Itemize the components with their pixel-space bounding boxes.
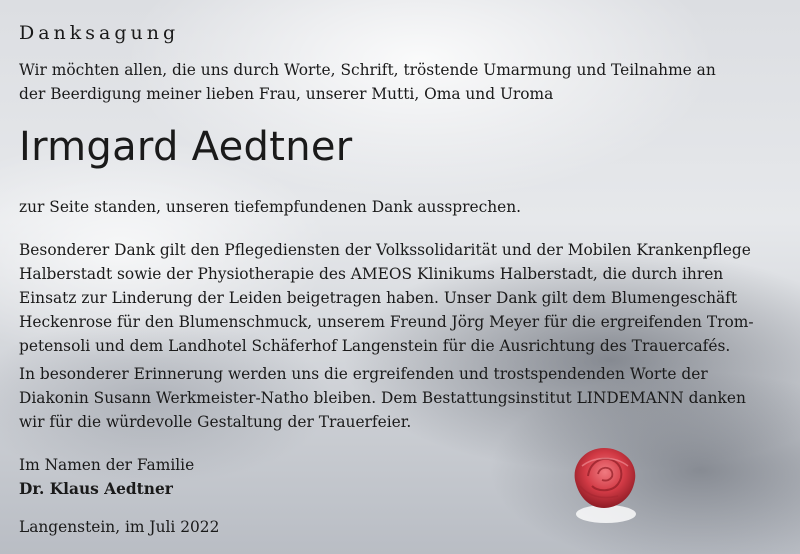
deceased-name: Irmgard Aedtner <box>19 124 353 170</box>
memory-line: In besonderer Erinnerung werden uns die ergreifenden und trostspendenden Worte der <box>19 365 708 383</box>
special-thanks-paragraph <box>19 238 782 358</box>
memory-paragraph <box>19 362 782 434</box>
thanks-line: zur Seite standen, unseren tiefempfundenen Dank aussprechen. <box>19 198 522 216</box>
signer-name: Dr. Klaus Aedtner <box>19 480 173 498</box>
special-thanks-line: Halberstadt sowie der Physiotherapie des AMEOS Klinikums Halberstadt, die durch ihren <box>19 265 724 283</box>
memory-line: wir für die würdevolle Gestaltung der Trauerfeier. <box>19 413 412 431</box>
memory-line: Diakonin Susann Werkmeister-Natho bleiben. Dem Bestattungsinstitut LINDEMANN danken <box>19 389 746 407</box>
family-label: Im Namen der Familie <box>19 456 195 474</box>
special-thanks-line: Heckenrose für den Blumenschmuck, unserem Freund Jörg Meyer für die ergreifenden Trom- <box>19 313 754 331</box>
intro-line: der Beerdigung meiner lieben Frau, unserer Mutti, Oma und Uroma <box>19 85 554 103</box>
intro-line: Wir möchten allen, die uns durch Worte, Schrift, tröstende Umarmung und Teilnahme an <box>19 61 716 79</box>
intro-paragraph <box>19 58 782 106</box>
special-thanks-line: petensoli und dem Landhotel Schäferhof Langenstein für die Ausrichtung des Trauercafés. <box>19 337 731 355</box>
rose-icon <box>562 436 648 526</box>
special-thanks-line: Einsatz zur Linderung der Leiden beigetragen haben. Unser Dank gilt dem Blumengeschäft <box>19 289 738 307</box>
notice-heading: Danksagung <box>19 22 180 44</box>
place-date: Langenstein, im Juli 2022 <box>19 518 220 536</box>
special-thanks-line: Besonderer Dank gilt den Pflegediensten der Volkssolidarität und der Mobilen Krankenpflege <box>19 241 751 259</box>
